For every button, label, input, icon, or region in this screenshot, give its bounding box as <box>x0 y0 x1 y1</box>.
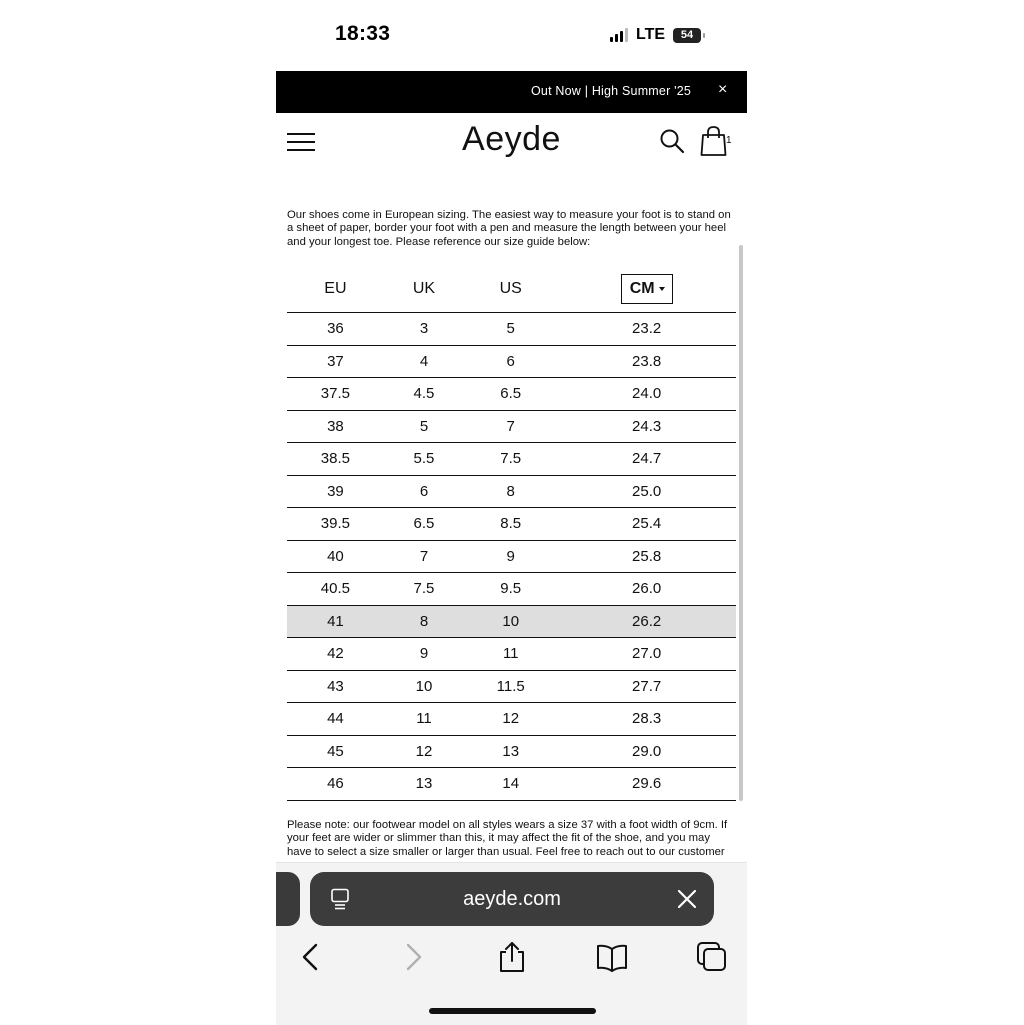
size-table <box>287 266 736 801</box>
cell-cm: 24.7 <box>557 443 736 476</box>
status-indicators <box>610 25 701 45</box>
table-row <box>287 508 736 541</box>
cell-uk: 10 <box>384 670 464 703</box>
cell-uk: 8 <box>384 605 464 638</box>
cell-uk: 11 <box>384 703 464 736</box>
cell-us: 11 <box>464 638 557 671</box>
table-header-row <box>287 266 736 313</box>
column-header-unit <box>557 266 736 313</box>
cell-eu: 46 <box>287 768 384 801</box>
cell-cm: 26.0 <box>557 573 736 606</box>
cell-us: 13 <box>464 735 557 768</box>
table-row <box>287 313 736 346</box>
cell-us: 14 <box>464 768 557 801</box>
cell-eu: 37 <box>287 345 384 378</box>
cell-eu: 45 <box>287 735 384 768</box>
share-icon[interactable] <box>495 940 529 974</box>
table-row <box>287 638 736 671</box>
cell-uk: 4 <box>384 345 464 378</box>
cell-us: 9 <box>464 540 557 573</box>
signal-icon <box>610 28 628 42</box>
cell-uk: 7.5 <box>384 573 464 606</box>
cell-eu: 36 <box>287 313 384 346</box>
cell-uk: 12 <box>384 735 464 768</box>
table-row <box>287 573 736 606</box>
close-icon[interactable] <box>676 888 698 910</box>
column-header-eu: EU <box>287 266 384 313</box>
tabs-icon[interactable] <box>695 940 729 974</box>
cell-us: 5 <box>464 313 557 346</box>
unit-select[interactable] <box>621 274 673 304</box>
promo-banner <box>276 71 747 113</box>
cell-uk: 9 <box>384 638 464 671</box>
cell-uk: 6 <box>384 475 464 508</box>
column-header-us: US <box>464 266 557 313</box>
home-indicator[interactable] <box>429 1008 596 1014</box>
size-guide-intro: Our shoes come in European sizing. The easiest way to measure your foot is to stand on a sheet of paper, border your foot with a pen and measure the length between your heel and your longest toe. Please reference our size guide below: <box>287 209 731 248</box>
bookmarks-icon[interactable] <box>595 940 629 974</box>
cell-cm: 25.8 <box>557 540 736 573</box>
table-row <box>287 703 736 736</box>
cell-us: 11.5 <box>464 670 557 703</box>
cell-cm: 25.4 <box>557 508 736 541</box>
cell-eu: 40 <box>287 540 384 573</box>
cell-cm: 26.2 <box>557 605 736 638</box>
cell-cm: 25.0 <box>557 475 736 508</box>
table-row <box>287 670 736 703</box>
cell-eu: 37.5 <box>287 378 384 411</box>
cell-cm: 27.0 <box>557 638 736 671</box>
cell-eu: 39.5 <box>287 508 384 541</box>
table-row <box>287 735 736 768</box>
cell-cm: 24.0 <box>557 378 736 411</box>
cell-uk: 4.5 <box>384 378 464 411</box>
table-row <box>287 475 736 508</box>
cell-eu: 40.5 <box>287 573 384 606</box>
status-time: 18:33 <box>335 22 391 45</box>
site-logo[interactable]: Aeyde <box>462 120 561 158</box>
caret-down-icon <box>659 287 665 291</box>
cell-eu: 44 <box>287 703 384 736</box>
cell-cm: 29.0 <box>557 735 736 768</box>
cell-uk: 7 <box>384 540 464 573</box>
size-table-body <box>287 313 736 801</box>
table-row <box>287 345 736 378</box>
unit-select-value: CM <box>629 280 655 297</box>
cell-uk: 5 <box>384 410 464 443</box>
cell-us: 10 <box>464 605 557 638</box>
back-icon[interactable] <box>294 940 328 974</box>
network-label: LTE <box>636 26 666 43</box>
cell-eu: 41 <box>287 605 384 638</box>
table-row <box>287 540 736 573</box>
cell-eu: 39 <box>287 475 384 508</box>
cell-us: 7.5 <box>464 443 557 476</box>
column-header-uk: UK <box>384 266 464 313</box>
cell-eu: 38.5 <box>287 443 384 476</box>
fit-note: Please note: our footwear model on all styles wears a size 37 with a foot width of 9cm. If your feet are wider or slimmer than this, it may affect the fit of the shoe, and you may have to select a size smaller or larger than usual. Feel free to reach out to our customer <box>287 819 728 858</box>
cell-eu: 43 <box>287 670 384 703</box>
cart-count: 1 <box>726 135 732 146</box>
cell-eu: 42 <box>287 638 384 671</box>
promo-text[interactable]: Out Now | High Summer '25 <box>531 84 691 98</box>
battery-level: 54 <box>680 29 694 41</box>
search-icon[interactable] <box>659 128 685 154</box>
table-row <box>287 410 736 443</box>
cell-eu: 38 <box>287 410 384 443</box>
cell-cm: 24.3 <box>557 410 736 443</box>
table-row <box>287 605 736 638</box>
forward-icon[interactable] <box>396 940 430 974</box>
cell-uk: 6.5 <box>384 508 464 541</box>
battery-icon <box>673 28 701 43</box>
site-header <box>276 113 747 173</box>
cell-us: 7 <box>464 410 557 443</box>
table-row <box>287 443 736 476</box>
cell-cm: 23.8 <box>557 345 736 378</box>
cell-cm: 23.2 <box>557 313 736 346</box>
scrollbar[interactable] <box>739 245 743 801</box>
cell-us: 8.5 <box>464 508 557 541</box>
close-icon[interactable]: × <box>718 81 728 98</box>
cell-us: 9.5 <box>464 573 557 606</box>
cell-us: 12 <box>464 703 557 736</box>
cell-cm: 28.3 <box>557 703 736 736</box>
cell-us: 8 <box>464 475 557 508</box>
table-row <box>287 378 736 411</box>
address-bar[interactable] <box>310 872 714 926</box>
cell-uk: 3 <box>384 313 464 346</box>
table-row <box>287 768 736 801</box>
cell-cm: 29.6 <box>557 768 736 801</box>
previous-tab-peek[interactable] <box>276 872 300 926</box>
cell-us: 6.5 <box>464 378 557 411</box>
url-text[interactable]: aeyde.com <box>463 888 561 910</box>
cell-uk: 13 <box>384 768 464 801</box>
cell-uk: 5.5 <box>384 443 464 476</box>
cell-cm: 27.7 <box>557 670 736 703</box>
cell-us: 6 <box>464 345 557 378</box>
